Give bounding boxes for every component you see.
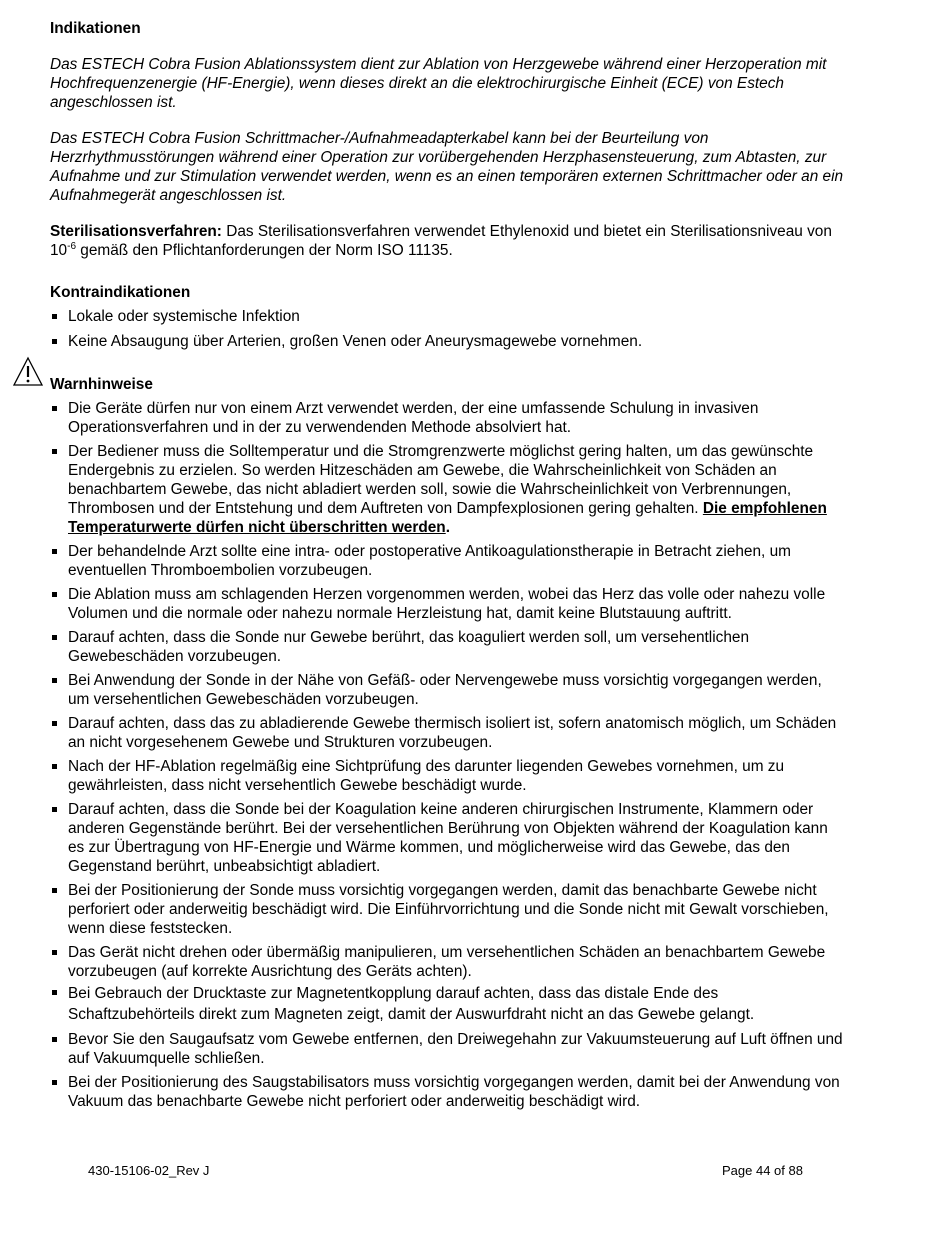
list-item: Bei der Positionierung der Sonde muss vorsichtig vorgegangen werden, damit das benachbarte Gewebe nicht perforiert oder anderweitig beschädigt wird. Die Einführvorrichtung und die Sonde nicht mit Gewalt vorschieben, wenn diese feststecken. — [50, 881, 846, 938]
list-item: Das Gerät nicht drehen oder übermäßig manipulieren, um versehentlichen Schäden an benachbartem Gewebe vorzubeugen (auf korrekte Ausrichtung des Geräts achten). — [50, 943, 846, 981]
indications-paragraph-2: Das ESTECH Cobra Fusion Schrittmacher-/Aufnahmeadapterkabel kann bei der Beurteilung von Herzrhythmusstörungen während einer Operation zur vorübergehenden Herzphasensteuerung, zum Abtasten, zur Aufnahme und zur Stimulation verwendet werden, wenn es an einen temporären externen Schrittmacher oder an ein Aufnahmegerät angeschlossen ist. — [50, 130, 844, 204]
sterilization-exponent: -6 — [67, 241, 77, 252]
contraindications-section — [50, 283, 850, 351]
list-item: Nach der HF-Ablation regelmäßig eine Sichtprüfung des darunter liegenden Gewebes vornehmen, um zu gewährleisten, dass nicht versehentlich Gewebe beschädigt wurde. — [50, 757, 846, 795]
list-item: Bei Gebrauch der Drucktaste zur Magnetentkopplung darauf achten, dass das distale Ende des Schaftzubehörteils direkt zum Magneten zeigt, damit der Auswurfdraht nicht an das Gewebe gelangt. — [50, 983, 846, 1025]
indications-section — [50, 19, 850, 205]
list-item: Die Geräte dürfen nur von einem Arzt verwendet werden, der eine umfassende Schulung in invasiven Operationsverfahren und in der zu verwendenden Methode absolviert hat. — [50, 399, 846, 437]
list-item: Darauf achten, dass das zu abladierende Gewebe thermisch isoliert ist, sofern anatomisch möglich, um Schäden an nicht vorgesehenem Gewebe und Strukturen vorzubeugen. — [50, 714, 846, 752]
sterilization-text-after: gemäß den Pflichtanforderungen der Norm ISO 11135. — [76, 242, 453, 259]
contraindications-list — [50, 307, 850, 351]
list-item: Darauf achten, dass die Sonde bei der Koagulation keine anderen chirurgischen Instrumente, Klammern oder anderen Gegenstände berührt. Bei der versehentlichen Berührung von Objekten während der Koagulation kann es zur Übertragung von HF-Energie und Wärme kommen, und möglicherweise wird das Gewebe, das den Gegenstand berührt, unbeabsichtigt abladiert. — [50, 800, 846, 876]
list-item — [50, 442, 846, 537]
footer-page-number: Page 44 of 88 — [722, 1163, 803, 1178]
warnings-section — [50, 375, 846, 1111]
warning-text: Der Bediener muss die Solltemperatur und die Stromgrenzwerte möglichst gering halten, um das gewünschte Endergebnis zu erzielen. So werden Hitzeschäden am Gewebe, die Wahrscheinlichkeit von Schäden an benachbartem Gewebe, das nicht abladiert werden soll, sowie die Wahrscheinlichkeit von Verbrennungen, Thrombosen und der Entstehung und dem Auftreten von Dampfexplosionen gering gehalten. — [68, 443, 814, 517]
sterilization-section — [50, 222, 850, 260]
contraindications-heading: Kontraindikationen — [50, 284, 191, 301]
list-item: Bevor Sie den Saugaufsatz vom Gewebe entfernen, den Dreiwegehahn zur Vakuumsteuerung auf Luft öffnen und auf Vakuumquelle schließen. — [50, 1030, 846, 1068]
list-item: Keine Absaugung über Arterien, großen Venen oder Aneurysmagewebe vornehmen. — [50, 332, 850, 351]
warnings-heading: Warnhinweise — [50, 376, 153, 393]
list-item: Bei Anwendung der Sonde in der Nähe von Gefäß- oder Nervengewebe muss vorsichtig vorgegangen werden, um versehentlichen Gewebeschäden vorzubeugen. — [50, 671, 846, 709]
warning-triangle-icon — [12, 356, 44, 388]
list-item: Darauf achten, dass die Sonde nur Gewebe berührt, das koaguliert werden soll, um versehentlichen Gewebeschäden vorzubeugen. — [50, 628, 846, 666]
indications-heading: Indikationen — [50, 20, 141, 37]
warnings-list — [50, 399, 846, 1111]
list-item: Die Ablation muss am schlagenden Herzen vorgenommen werden, wobei das Herz das volle oder nahezu volle Volumen und die normale oder nahezu normale Herzleistung hat, damit keine Blutstauung auftritt. — [50, 585, 846, 623]
footer-doc-number: 430-15106-02_Rev J — [88, 1163, 210, 1178]
sterilization-paragraph — [50, 222, 850, 260]
sterilization-text-before: Das Sterilisationsverfahren verwendet Ethylenoxid und bietet ein Sterilisationsniveau von 10 — [50, 223, 832, 259]
list-item: Bei der Positionierung des Saugstabilisators muss vorsichtig vorgegangen werden, damit bei der Anwendung von Vakuum das benachbarte Gewebe nicht perforiert oder anderweitig beschädigt wird. — [50, 1073, 846, 1111]
warning-emphasis-end: . — [445, 519, 450, 536]
sterilization-label: Sterilisationsverfahren: — [50, 223, 222, 240]
list-item: Lokale oder systemische Infektion — [50, 307, 850, 326]
list-item: Der behandelnde Arzt sollte eine intra- oder postoperative Antikoagulationstherapie in Betracht ziehen, um eventuellen Thromboembolien vorzubeugen. — [50, 542, 846, 580]
indications-paragraph-1: Das ESTECH Cobra Fusion Ablationssystem dient zur Ablation von Herzgewebe während einer Herzoperation mit Hochfrequenzenergie (HF-Energie), wenn dieses direkt an die elektrochirurgische Einheit (ECE) von Estech angeschlossen ist. — [50, 56, 827, 111]
warning-emphasis: Die empfohlenen Temperaturwerte dürfen nicht überschritten werden — [68, 500, 827, 536]
